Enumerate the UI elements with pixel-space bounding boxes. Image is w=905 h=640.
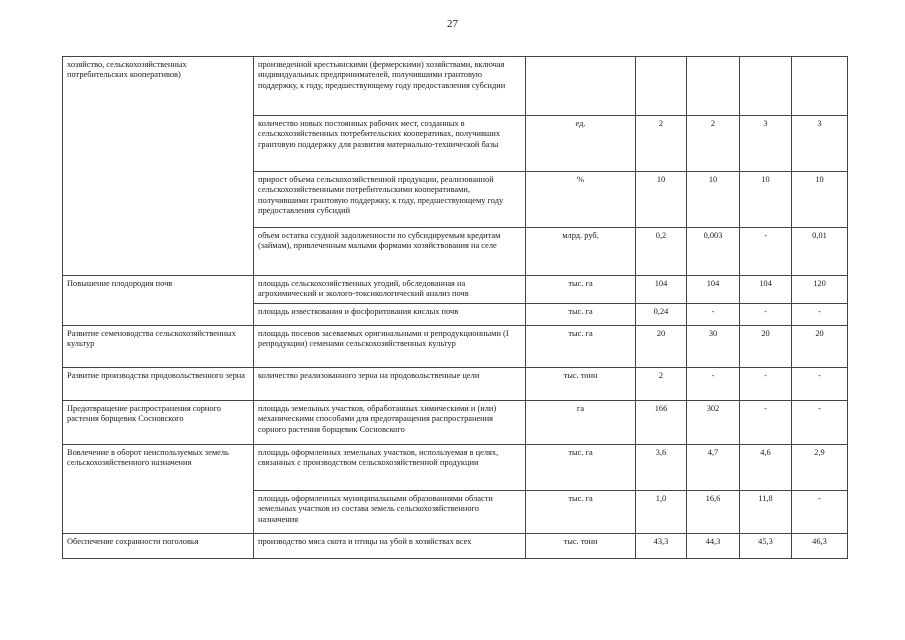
value-cell: 16,6 (687, 491, 740, 534)
table-row (63, 57, 848, 116)
value-cell: 2 (636, 116, 687, 172)
value-cell: 46,3 (792, 534, 848, 559)
unit-cell: тыс. га (526, 276, 636, 304)
indicators-table (62, 56, 848, 559)
value-cell: 0,01 (792, 228, 848, 276)
indicator-cell: площадь оформленных муниципальными образованиями области земельных участков из состава земель сельскохозяйственного назначения (254, 491, 526, 534)
indicator-cell: производство мяса скота и птицы на убой в хозяйствах всех (254, 534, 526, 559)
table-row (63, 534, 848, 559)
table-row (63, 368, 848, 401)
value-cell: - (740, 401, 792, 445)
value-cell: 2 (687, 116, 740, 172)
unit-cell: тыс. га (526, 445, 636, 491)
unit-cell (526, 57, 636, 116)
indicator-cell: площадь земельных участков, обработанных химическими и (или) механическими способами для предотвращения распространения сорного растения борщевик Сосновского (254, 401, 526, 445)
page-number: 27 (447, 18, 458, 30)
value-cell: 302 (687, 401, 740, 445)
value-cell: 0,24 (636, 304, 687, 326)
section-cell: Предотвращение распространения сорного растения борщевик Сосновского (63, 401, 254, 445)
value-cell (636, 57, 687, 116)
value-cell: 166 (636, 401, 687, 445)
table-row (63, 401, 848, 445)
value-cell: 2,9 (792, 445, 848, 491)
indicator-cell: площадь оформленных земельных участков, используемая в целях, связанных с производством сельскохозяйственной продукции (254, 445, 526, 491)
unit-cell: тыс. га (526, 304, 636, 326)
value-cell: - (792, 491, 848, 534)
value-cell: 0,2 (636, 228, 687, 276)
value-cell: - (687, 304, 740, 326)
indicator-cell: площадь посевов засеваемых оригинальными и репродукционными (I репродукции) семенами сельскохозяйственных культур (254, 326, 526, 368)
value-cell: 1,0 (636, 491, 687, 534)
value-cell: 3 (740, 116, 792, 172)
value-cell (687, 57, 740, 116)
unit-cell: тыс. тонн (526, 368, 636, 401)
value-cell: 10 (687, 172, 740, 228)
unit-cell: % (526, 172, 636, 228)
value-cell: 20 (792, 326, 848, 368)
unit-cell: ед. (526, 116, 636, 172)
value-cell: - (740, 304, 792, 326)
unit-cell: тыс. га (526, 491, 636, 534)
section-cell: Вовлечение в оборот неиспользуемых земель сельскохозяйственного назначения (63, 445, 254, 534)
value-cell: 3,6 (636, 445, 687, 491)
value-cell: 45,3 (740, 534, 792, 559)
value-cell: 3 (792, 116, 848, 172)
indicator-cell: произведенной крестьянскими (фермерскими) хозяйствами, включая индивидуальных предпринимателей, получившими грантовую поддержку, к году, предшествующему году предоставления субсидии (254, 57, 526, 116)
value-cell: - (740, 228, 792, 276)
indicator-cell: количество реализованного зерна на продовольственные цели (254, 368, 526, 401)
value-cell: 120 (792, 276, 848, 304)
indicator-cell: количество новых постоянных рабочих мест, созданных в сельскохозяйственных потребительских кооперативах, получивших грантовую поддержку для развития материально-технической базы (254, 116, 526, 172)
value-cell: 2 (636, 368, 687, 401)
table-row (63, 445, 848, 491)
value-cell: 104 (740, 276, 792, 304)
value-cell: 30 (687, 326, 740, 368)
unit-cell: га (526, 401, 636, 445)
indicator-cell: площадь известкования и фосфоритования кислых почв (254, 304, 526, 326)
value-cell: 10 (792, 172, 848, 228)
section-cell: Обеспечение сохранности поголовья (63, 534, 254, 559)
indicator-cell: объем остатка ссудной задолженности по субсидируемым кредитам (займам), привлеченным малыми формами хозяйствования на селе (254, 228, 526, 276)
value-cell: 104 (687, 276, 740, 304)
unit-cell: тыс. га (526, 326, 636, 368)
value-cell: - (740, 368, 792, 401)
value-cell (740, 57, 792, 116)
table-row (63, 326, 848, 368)
value-cell: - (792, 304, 848, 326)
value-cell: 10 (636, 172, 687, 228)
value-cell: 43,3 (636, 534, 687, 559)
unit-cell: тыс. тонн (526, 534, 636, 559)
section-cell: хозяйство, сельскохозяйственных потребительских кооперативов) (63, 57, 254, 276)
value-cell: - (792, 368, 848, 401)
section-cell: Развитие производства продовольственного зерна (63, 368, 254, 401)
table-row (63, 276, 848, 304)
value-cell: 4,7 (687, 445, 740, 491)
value-cell (792, 57, 848, 116)
value-cell: - (687, 368, 740, 401)
value-cell: - (792, 401, 848, 445)
section-cell: Развитие семеноводства сельскохозяйственных культур (63, 326, 254, 368)
value-cell: 4,6 (740, 445, 792, 491)
value-cell: 0,003 (687, 228, 740, 276)
value-cell: 44,3 (687, 534, 740, 559)
value-cell: 10 (740, 172, 792, 228)
indicator-cell: площадь сельскохозяйственных угодий, обследованная на агрохимический и эколого-токсикологический анализ почв (254, 276, 526, 304)
unit-cell: млрд. руб. (526, 228, 636, 276)
indicator-cell: прирост объема сельскохозяйственной продукции, реализованной сельскохозяйственными потребительскими кооперативами, получившими грантовую поддержку, к году, предшествующему году предоставления субсидий (254, 172, 526, 228)
value-cell: 104 (636, 276, 687, 304)
section-cell: Повышение плодородия почв (63, 276, 254, 326)
value-cell: 11,8 (740, 491, 792, 534)
value-cell: 20 (740, 326, 792, 368)
value-cell: 20 (636, 326, 687, 368)
